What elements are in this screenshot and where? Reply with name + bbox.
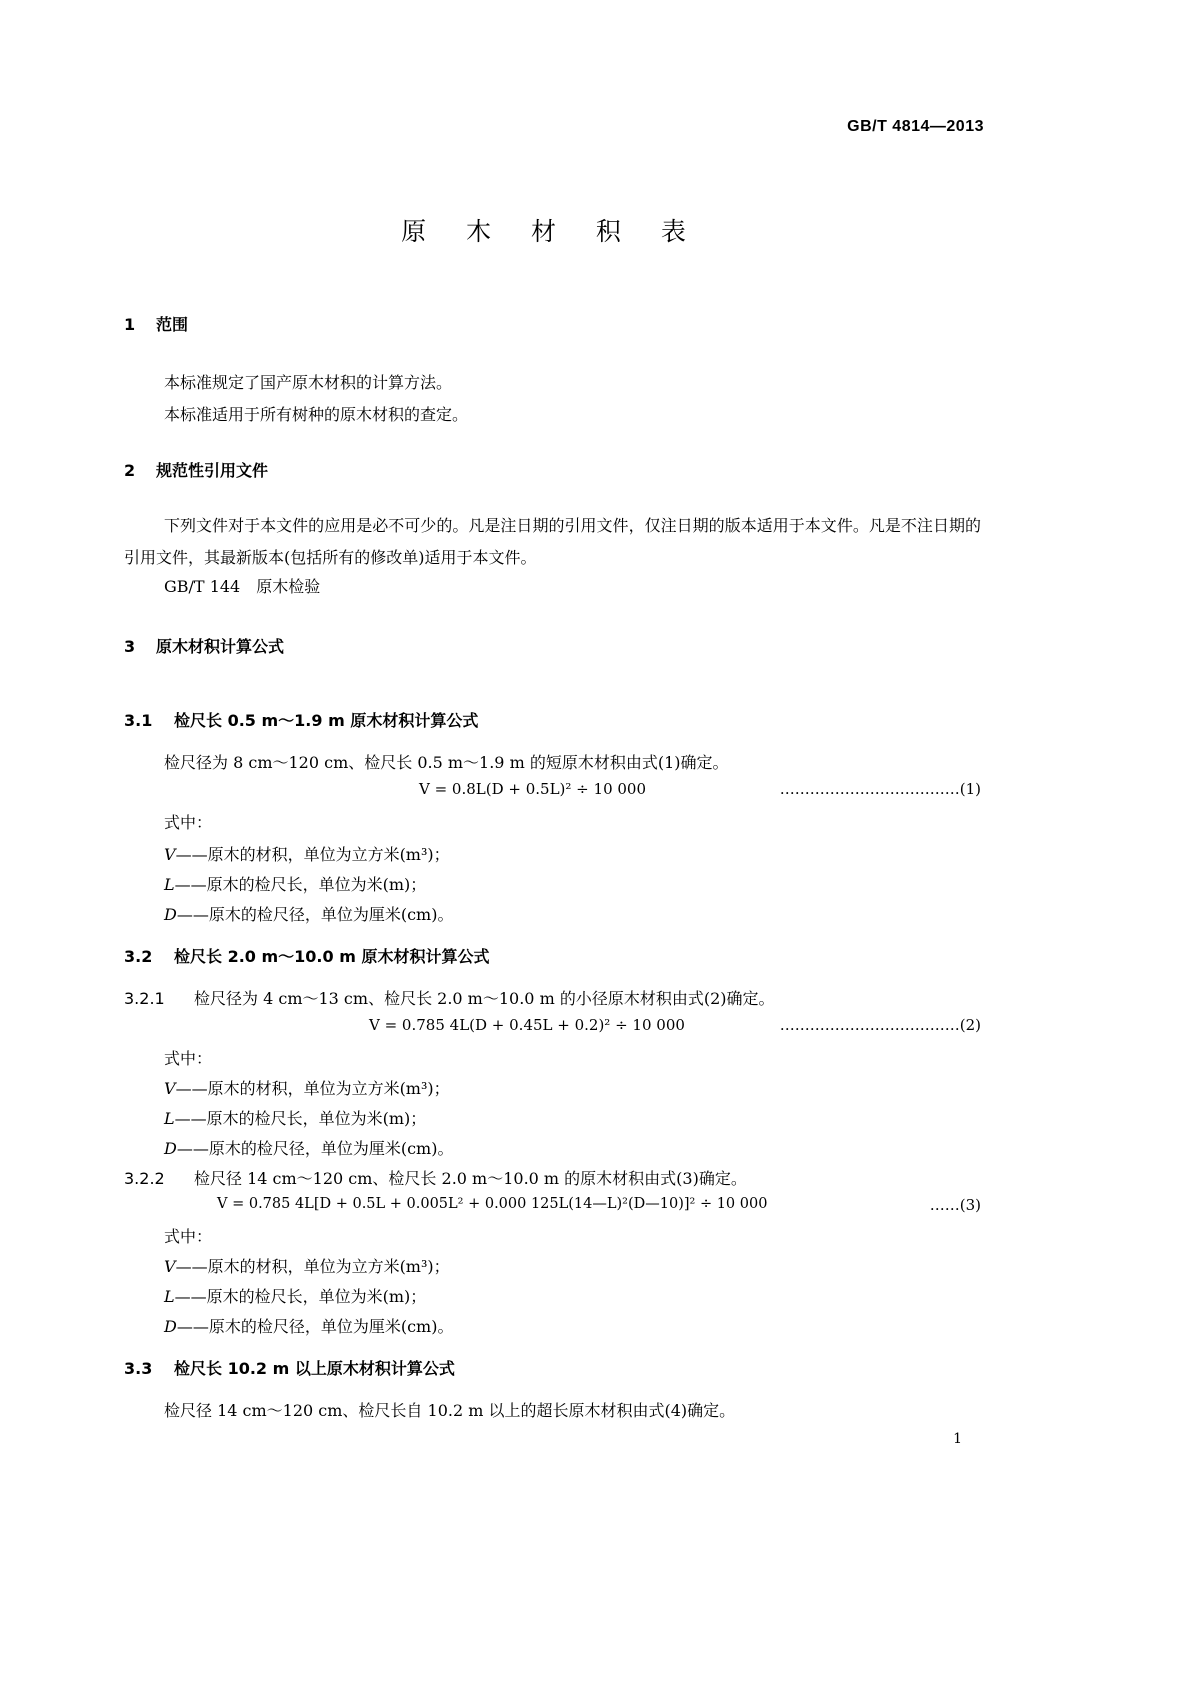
clause-3-2-1 [124,986,775,1009]
where-label: 式中： [164,1227,213,1246]
section-number: 2 [124,461,136,480]
subsection-3-3-heading [124,1356,455,1379]
variable-symbol: L [164,1287,175,1306]
variable-symbol: V [164,845,176,864]
variable-description: ——原木的检尺长，单位为米(m)； [174,875,427,894]
normative-reference: GB/T 144 原木检验 [164,577,321,596]
section-1-heading [124,312,188,335]
page-number: 1 [953,1431,962,1447]
variable-symbol: L [164,1109,175,1128]
variable-description: ——原木的材积，单位为立方米(m³)； [175,845,450,864]
section-title: 范围 [156,315,189,334]
variable-description: ——原木的材积，单位为立方米(m³)； [175,1257,450,1276]
section-title: 检尺长 0.5 m～1.9 m 原木材积计算公式 [174,711,479,730]
subsection-3-1-heading [124,708,478,731]
subsection-3-2-heading [124,944,489,967]
formula-number-1: ………………………………(1) [779,780,981,798]
clause-text: 检尺径 14 cm～120 cm、检尺长 2.0 m～10.0 m 的原木材积由式(3)确定。 [194,1169,747,1188]
clause-3-2-2 [124,1166,747,1189]
paragraph: 下列文件对于本文件的应用是必不可少的。凡是注日期的引用文件，仅注日期的版本适用于本文件。凡是不注日期的引用文件，其最新版本(包括所有的修改单)适用于本文件。 [124,516,981,567]
section-number: 3 [124,637,136,656]
where-item-v [164,1254,450,1277]
where-item-d [164,902,453,925]
variable-description: ——原木的检尺径，单位为厘米(cm)。 [176,1139,454,1158]
section-title: 原木材积计算公式 [156,637,285,656]
variable-symbol: V [164,1257,176,1276]
where-item-v [164,1076,450,1099]
section-3-heading [124,634,284,657]
formula-number-2: ………………………………(2) [779,1016,981,1034]
variable-symbol: D [164,905,177,924]
section-title: 检尺长 10.2 m 以上原木材积计算公式 [174,1359,455,1378]
paragraph: 检尺径为 8 cm～120 cm、检尺长 0.5 m～1.9 m 的短原木材积由式(1)确定。 [164,753,729,772]
formula-3: V = 0.785 4L[D + 0.5L + 0.005L² + 0.000 125L(14—L)²(D—10)]² ÷ 10 000 [217,1196,768,1212]
where-item-d [164,1136,453,1159]
variable-description: ——原木的检尺长，单位为米(m)； [174,1287,427,1306]
variable-description: ——原木的检尺长，单位为米(m)； [174,1109,427,1128]
formula-2: V = 0.785 4L(D + 0.45L + 0.2)² ÷ 10 000 [369,1016,685,1034]
variable-description: ——原木的检尺径，单位为厘米(cm)。 [176,1317,454,1336]
document-title: 原 木 材 积 表 [401,217,702,246]
paragraph: 本标准适用于所有树种的原木材积的查定。 [164,405,469,424]
clause-number: 3.2.1 [124,989,165,1008]
section-title: 规范性引用文件 [156,461,269,480]
formula-number-3: ……(3) [929,1196,981,1214]
paragraph: 检尺径 14 cm～120 cm、检尺长自 10.2 m 以上的超长原木材积由式(4)确定。 [164,1401,736,1420]
variable-description: ——原木的检尺径，单位为厘米(cm)。 [176,905,454,924]
where-item-v [164,842,450,865]
where-item-l [164,872,426,895]
section-number: 3.3 [124,1359,153,1378]
where-label: 式中： [164,813,213,832]
section-number: 3.1 [124,711,153,730]
where-item-l [164,1106,426,1129]
variable-symbol: V [164,1079,176,1098]
paragraph: 本标准规定了国产原木材积的计算方法。 [164,373,453,392]
section-number: 3.2 [124,947,153,966]
standard-number: GB/T 4814—2013 [847,118,984,135]
variable-symbol: D [164,1139,177,1158]
clause-text: 检尺径为 4 cm～13 cm、检尺长 2.0 m～10.0 m 的小径原木材积由式(2)确定。 [194,989,775,1008]
variable-description: ——原木的材积，单位为立方米(m³)； [175,1079,450,1098]
variable-symbol: L [164,875,175,894]
section-2-heading [124,458,268,481]
where-item-l [164,1284,426,1307]
section-title: 检尺长 2.0 m～10.0 m 原木材积计算公式 [174,947,490,966]
variable-symbol: D [164,1317,177,1336]
where-item-d [164,1314,453,1337]
formula-1: V = 0.8L(D + 0.5L)² ÷ 10 000 [419,780,647,798]
section-number: 1 [124,315,136,334]
clause-number: 3.2.2 [124,1169,165,1188]
where-label: 式中： [164,1049,213,1068]
